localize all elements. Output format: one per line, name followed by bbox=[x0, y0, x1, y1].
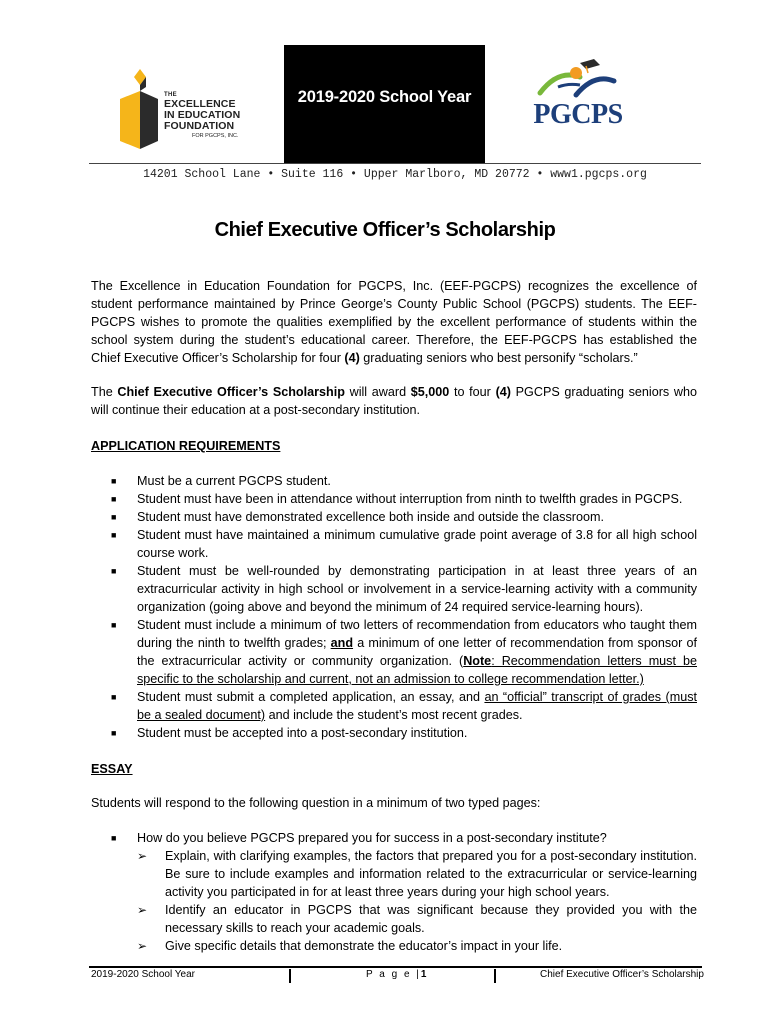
award-amount: $5,000 bbox=[410, 385, 450, 399]
list-item bbox=[91, 508, 697, 526]
list-item bbox=[91, 472, 697, 490]
list-item bbox=[137, 901, 697, 937]
square-bullet-icon: ■ bbox=[111, 566, 117, 576]
requirement-text: a minimum of one letter of recommendation from sponsor of the extracurricular activity or community organization. ( bbox=[137, 636, 697, 668]
requirements-list bbox=[91, 472, 697, 742]
pgcps-logo bbox=[528, 55, 628, 145]
essay-question: How do you believe PGCPS prepared you for success in a post-secondary institute? bbox=[137, 831, 607, 845]
requirement-text: Student must have demonstrated excellence both inside and outside the classroom. bbox=[137, 510, 604, 524]
eef-wordmark bbox=[164, 91, 240, 140]
eef-line3: FOUNDATION bbox=[164, 120, 235, 132]
square-bullet-icon: ■ bbox=[111, 476, 117, 486]
footer-divider bbox=[289, 969, 291, 983]
square-bullet-icon: ■ bbox=[111, 728, 117, 738]
requirement-text: Must be a current PGCPS student. bbox=[137, 474, 331, 488]
intro-count: (4) bbox=[344, 351, 360, 365]
requirement-text: and include the student’s most recent grades. bbox=[265, 708, 523, 722]
square-bullet-icon: ■ bbox=[111, 512, 117, 522]
essay-point: Identify an educator in PGCPS that was significant because they provided you with the necessary skills to reach your academic goals. bbox=[165, 903, 697, 935]
requirement-and: and bbox=[330, 636, 354, 650]
list-item bbox=[91, 526, 697, 562]
square-bullet-icon: ■ bbox=[111, 692, 117, 702]
intro-paragraph bbox=[91, 277, 697, 367]
list-item bbox=[91, 562, 697, 616]
essay-intro: Students will respond to the following question in a minimum of two typed pages: bbox=[91, 796, 541, 810]
list-item bbox=[91, 616, 697, 688]
pgcps-wordmark: PGCPS bbox=[533, 99, 623, 130]
arrow-bullet-icon: ➢ bbox=[137, 903, 148, 917]
school-year-text: 2019-2020 School Year bbox=[297, 87, 472, 106]
requirement-text: Student must have maintained a minimum cumulative grade point average of 3.8 for all high school course work. bbox=[137, 528, 697, 560]
eef-line4: FOR PGCPS, INC. bbox=[192, 133, 239, 139]
address-line: 14201 School Lane • Suite 116 • Upper Marlboro, MD 20772 • www1.pgcps.org bbox=[143, 168, 647, 181]
footer-rule bbox=[89, 966, 702, 968]
list-item bbox=[91, 724, 697, 742]
essay-point: Give specific details that demonstrate the educator’s impact in your life. bbox=[165, 939, 563, 953]
list-item bbox=[91, 829, 697, 847]
arrow-bullet-icon: ➢ bbox=[137, 849, 148, 863]
page-number: 1 bbox=[420, 969, 429, 980]
award-paragraph bbox=[91, 383, 697, 419]
essay-heading: ESSAY bbox=[91, 762, 133, 776]
eef-logo bbox=[112, 57, 262, 157]
arrow-bullet-icon: ➢ bbox=[137, 939, 148, 953]
eef-emblem-icon bbox=[112, 57, 172, 157]
award-mid: will award bbox=[344, 385, 411, 399]
requirement-transcript: an “official” transcript of grades (must be a sealed document) bbox=[137, 690, 697, 722]
requirement-note-label: Note bbox=[463, 654, 492, 668]
footer-right: Chief Executive Officer’s Scholarship bbox=[540, 969, 704, 980]
intro-end: graduating seniors who best personify “scholars.” bbox=[359, 351, 638, 365]
footer-left: 2019-2020 School Year bbox=[91, 969, 195, 980]
requirement-text: Student must submit a completed application, an essay, and bbox=[137, 690, 485, 704]
requirement-text: Student must include a minimum of two letters of recommendation from educators who taught them during the ninth to twelfth grades; bbox=[137, 618, 697, 650]
list-item bbox=[91, 688, 697, 724]
requirements-heading: APPLICATION REQUIREMENTS bbox=[91, 439, 281, 453]
list-item bbox=[137, 937, 697, 955]
award-name: Chief Executive Officer’s Scholarship bbox=[117, 385, 345, 399]
eef-the: THE bbox=[164, 92, 177, 98]
letterhead bbox=[0, 45, 770, 163]
footer-divider bbox=[494, 969, 496, 983]
requirement-text: Student must have been in attendance without interruption from ninth to twelfth grades in PGCPS. bbox=[137, 492, 683, 506]
square-bullet-icon: ■ bbox=[111, 620, 117, 630]
school-year-banner bbox=[284, 45, 485, 163]
requirement-text: Student must be well-rounded by demonstrating participation in at least three years of an extracurricular activity in high school or involvement in a service-learning activity with a community organization (going above and beyond the minimum of 24 required service-learning hours). bbox=[137, 564, 697, 614]
essay-point: Explain, with clarifying examples, the factors that prepared you for a post-secondary institution. Be sure to include examples and information related to the extracurricular or service-learning activity you participated in for at least three years during your high school years. bbox=[165, 849, 697, 899]
eef-line1: EXCELLENCE bbox=[164, 98, 236, 110]
list-item bbox=[137, 847, 697, 901]
award-count: (4) bbox=[495, 385, 511, 399]
graduate-icon bbox=[528, 55, 628, 105]
square-bullet-icon: ■ bbox=[111, 494, 117, 504]
requirement-note-text: : Recommendation letters must be specific to the scholarship and current, not an admission to college recommendation letter.) bbox=[137, 654, 697, 686]
footer-page bbox=[366, 969, 428, 980]
intro-text: The Excellence in Education Foundation for PGCPS, Inc. (EEF-PGCPS) recognizes the excellence of student performance maintained by Prince George’s County Public School (PGCPS) students. The EEF-PGCPS wishes to promote the qualities exemplified by the excellent performance of students within the school system during the student’s educational career. Therefore, the EEF-PGCPS has established the Chief Executive Officer’s Scholarship for four bbox=[91, 279, 697, 365]
square-bullet-icon: ■ bbox=[111, 833, 117, 843]
square-bullet-icon: ■ bbox=[111, 530, 117, 540]
award-pre: The bbox=[91, 385, 118, 399]
award-mid2: to four bbox=[449, 385, 496, 399]
page-label: P a g e | bbox=[366, 969, 421, 980]
list-item bbox=[91, 490, 697, 508]
award-post: PGCPS graduating seniors who will continue their education at a post-secondary institution. bbox=[91, 385, 698, 417]
eef-line2: IN EDUCATION bbox=[164, 109, 241, 121]
essay-question-list bbox=[91, 829, 697, 955]
requirement-text: Student must be accepted into a post-secondary institution. bbox=[137, 726, 468, 740]
page-title: Chief Executive Officer’s Scholarship bbox=[214, 219, 556, 241]
header-rule bbox=[89, 163, 701, 164]
